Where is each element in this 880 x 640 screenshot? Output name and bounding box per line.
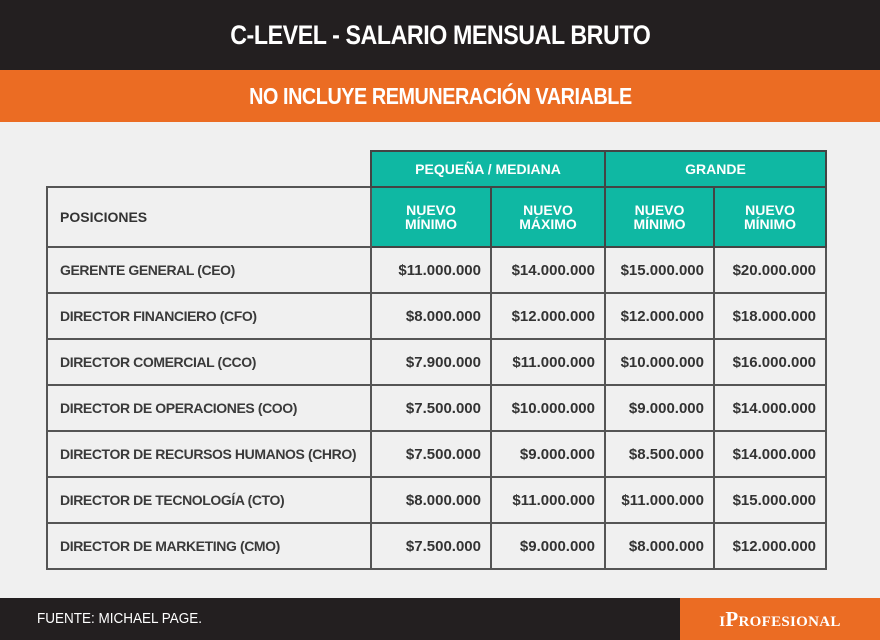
footer-band: [0, 598, 880, 640]
salary-cell: $7.500.000: [371, 523, 491, 569]
page-subtitle: NO INCLUYE REMUNERACIÓN VARIABLE: [248, 82, 632, 109]
table-row: [47, 385, 826, 431]
subcolumn-label-line1: NUEVO: [634, 202, 685, 218]
salary-cell: $11.000.000: [605, 477, 714, 523]
salary-table-container: [46, 150, 825, 570]
salary-cell: $20.000.000: [714, 247, 826, 293]
subcolumn-label-line1: NUEVO: [745, 202, 795, 218]
salary-cell: $9.000.000: [605, 385, 714, 431]
table-row: [47, 247, 826, 293]
brand-logo-text: iProfesional: [719, 606, 841, 631]
position-cell: DIRECTOR DE MARKETING (CMO): [47, 523, 371, 569]
table-row: [47, 431, 826, 477]
position-cell: DIRECTOR COMERCIAL (CCO): [47, 339, 371, 385]
table-row: [47, 477, 826, 523]
table-row: [47, 339, 826, 385]
salary-cell: $18.000.000: [714, 293, 826, 339]
subcolumn-label-line1: NUEVO: [406, 202, 456, 218]
group-header-grande: GRANDE: [605, 151, 826, 187]
positions-header: POSICIONES: [47, 187, 371, 247]
salary-cell: $16.000.000: [714, 339, 826, 385]
salary-cell: $11.000.000: [371, 247, 491, 293]
brand-logo: [680, 598, 880, 640]
position-cell: GERENTE GENERAL (CEO): [47, 247, 371, 293]
empty-corner: [47, 151, 371, 187]
salary-cell: $14.000.000: [714, 385, 826, 431]
salary-cell: $15.000.000: [605, 247, 714, 293]
salary-cell: $8.000.000: [371, 477, 491, 523]
salary-cell: $14.000.000: [491, 247, 605, 293]
salary-cell: $7.500.000: [371, 385, 491, 431]
subtitle-band: [0, 70, 880, 122]
subcolumn-label-line2: MÍNIMO: [404, 216, 458, 232]
salary-cell: $7.500.000: [371, 431, 491, 477]
table-row: [47, 293, 826, 339]
position-cell: DIRECTOR DE TECNOLOGÍA (CTO): [47, 477, 371, 523]
salary-cell: $9.000.000: [491, 431, 605, 477]
subcolumn-label-line2: MÍNIMO: [743, 216, 797, 232]
subcolumn-header: [714, 187, 826, 247]
subcolumn-header: [491, 187, 605, 247]
position-cell: DIRECTOR FINANCIERO (CFO): [47, 293, 371, 339]
salary-cell: $12.000.000: [605, 293, 714, 339]
group-header-pequena-mediana: PEQUEÑA / MEDIANA: [371, 151, 605, 187]
subcolumn-header-row: [47, 187, 826, 247]
page-title: C-LEVEL - SALARIO MENSUAL BRUTO: [229, 19, 651, 50]
salary-cell: $8.000.000: [371, 293, 491, 339]
salary-cell: $11.000.000: [491, 477, 605, 523]
subcolumn-header: [371, 187, 491, 247]
position-cell: DIRECTOR DE OPERACIONES (COO): [47, 385, 371, 431]
group-header-row: [47, 151, 826, 187]
salary-cell: $11.000.000: [491, 339, 605, 385]
source-note: FUENTE: MICHAEL PAGE.: [37, 610, 203, 627]
subcolumn-label-line2: MÍNIMO: [633, 216, 686, 232]
subcolumn-label-line1: NUEVO: [523, 202, 573, 218]
salary-cell: $10.000.000: [605, 339, 714, 385]
salary-cell: $9.000.000: [491, 523, 605, 569]
table-row: [47, 523, 826, 569]
position-cell: DIRECTOR DE RECURSOS HUMANOS (CHRO): [47, 431, 371, 477]
salary-cell: $12.000.000: [491, 293, 605, 339]
subcolumn-header: [605, 187, 714, 247]
title-band: [0, 0, 880, 70]
salary-table: [46, 150, 827, 570]
salary-cell: $8.500.000: [605, 431, 714, 477]
salary-cell: $15.000.000: [714, 477, 826, 523]
salary-cell: $7.900.000: [371, 339, 491, 385]
subcolumn-label-line2: MÁXIMO: [519, 216, 577, 232]
salary-cell: $10.000.000: [491, 385, 605, 431]
salary-cell: $8.000.000: [605, 523, 714, 569]
salary-cell: $14.000.000: [714, 431, 826, 477]
salary-cell: $12.000.000: [714, 523, 826, 569]
